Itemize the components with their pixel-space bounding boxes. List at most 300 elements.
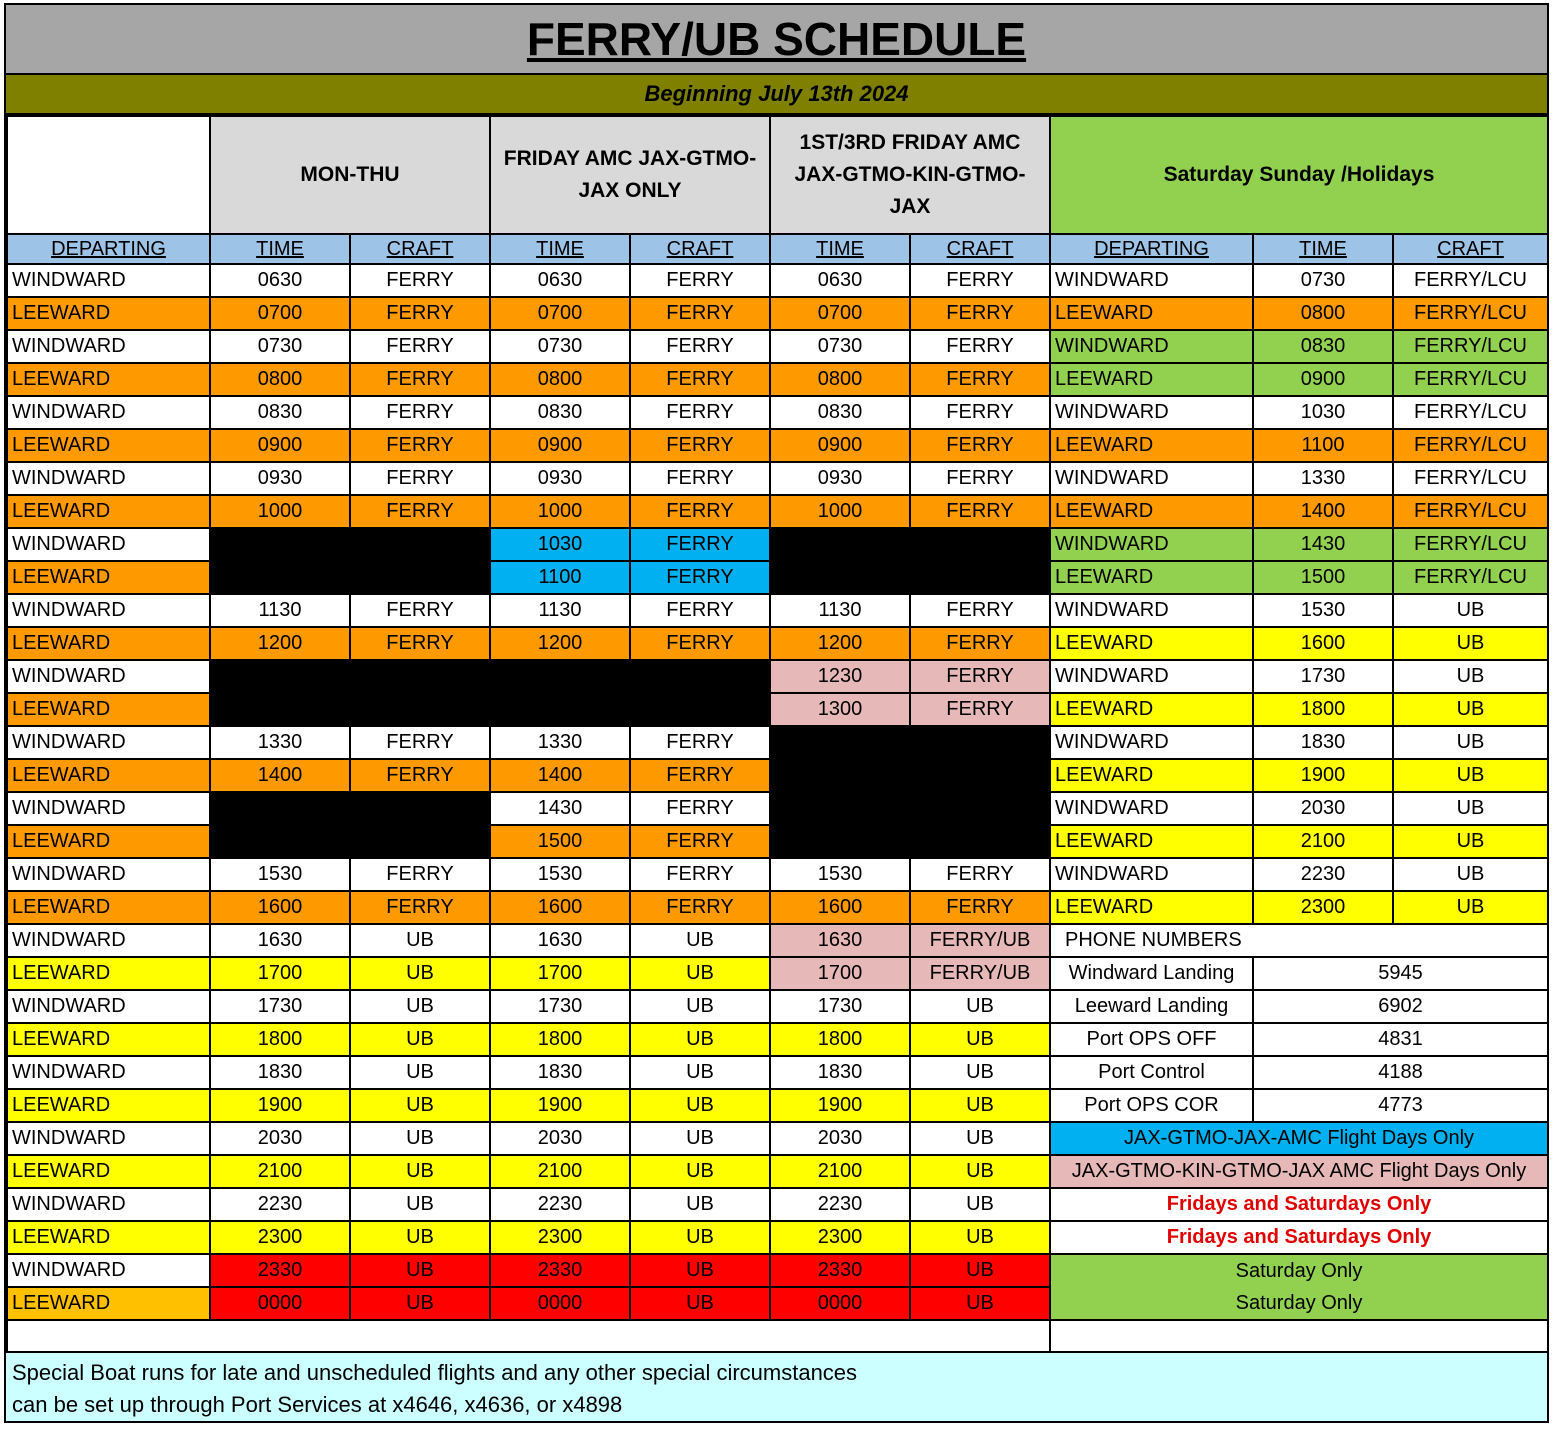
friday-craft: FERRY <box>630 264 770 297</box>
friday-craft: UB <box>630 957 770 990</box>
weekend-time: 1430 <box>1253 528 1393 561</box>
group-friday-amc: FRIDAY AMC JAX-GTMO-JAX ONLY <box>490 116 770 234</box>
first-third-friday-time: 0800 <box>770 363 910 396</box>
first-third-friday-time: 1800 <box>770 1023 910 1056</box>
legend-item: Saturday Only <box>1050 1254 1548 1287</box>
friday-craft: FERRY <box>630 528 770 561</box>
weekend-departing: LEEWARD <box>1050 891 1253 924</box>
first-third-friday-craft: UB <box>910 1023 1050 1056</box>
first-third-friday-craft: FERRY <box>910 297 1050 330</box>
mon-thu-craft: FERRY <box>350 858 490 891</box>
weekend-time: 1830 <box>1253 726 1393 759</box>
phone-number: 4773 <box>1253 1089 1548 1122</box>
mon-thu-craft: FERRY <box>350 363 490 396</box>
mon-thu-craft <box>350 693 490 726</box>
weekend-craft: FERRY/LCU <box>1393 429 1548 462</box>
table-row <box>7 858 1548 891</box>
group-header-row <box>7 116 1548 234</box>
mon-thu-time: 0800 <box>210 363 350 396</box>
mon-thu-time <box>210 792 350 825</box>
friday-craft: FERRY <box>630 726 770 759</box>
page-title: FERRY/UB SCHEDULE <box>526 13 1027 65</box>
friday-craft: FERRY <box>630 561 770 594</box>
departing-cell: LEEWARD <box>7 1023 210 1056</box>
departing-cell: WINDWARD <box>7 1188 210 1221</box>
friday-time: 1130 <box>490 594 630 627</box>
friday-time: 1000 <box>490 495 630 528</box>
table-row <box>7 957 1548 990</box>
table-row <box>7 1122 1548 1155</box>
weekend-time: 1500 <box>1253 561 1393 594</box>
first-third-friday-craft: FERRY <box>910 462 1050 495</box>
first-third-friday-craft: FERRY <box>910 693 1050 726</box>
departing-cell: LEEWARD <box>7 759 210 792</box>
weekend-craft: FERRY/LCU <box>1393 495 1548 528</box>
friday-time: 1900 <box>490 1089 630 1122</box>
mon-thu-craft: UB <box>350 1056 490 1089</box>
table-row <box>7 759 1548 792</box>
weekend-craft: UB <box>1393 594 1548 627</box>
mon-thu-craft: UB <box>350 1155 490 1188</box>
friday-time: 1830 <box>490 1056 630 1089</box>
mon-thu-time: 1330 <box>210 726 350 759</box>
mon-thu-craft <box>350 792 490 825</box>
mon-thu-time: 0700 <box>210 297 350 330</box>
departing-cell: WINDWARD <box>7 330 210 363</box>
mon-thu-time: 2230 <box>210 1188 350 1221</box>
friday-time: 0830 <box>490 396 630 429</box>
table-row <box>7 1254 1548 1287</box>
mon-thu-time: 2030 <box>210 1122 350 1155</box>
mon-thu-time: 1000 <box>210 495 350 528</box>
departing-cell: WINDWARD <box>7 1122 210 1155</box>
weekend-craft: UB <box>1393 726 1548 759</box>
first-third-friday-time <box>770 792 910 825</box>
friday-craft: UB <box>630 1155 770 1188</box>
friday-craft: FERRY <box>630 792 770 825</box>
friday-craft <box>630 693 770 726</box>
first-third-friday-craft <box>910 528 1050 561</box>
table-row <box>7 1023 1548 1056</box>
table-row <box>7 1089 1548 1122</box>
friday-craft: UB <box>630 1221 770 1254</box>
mon-thu-time <box>210 693 350 726</box>
first-third-friday-time: 0900 <box>770 429 910 462</box>
mon-thu-craft: UB <box>350 990 490 1023</box>
first-third-friday-craft: FERRY <box>910 858 1050 891</box>
mon-thu-craft: FERRY <box>350 594 490 627</box>
first-third-friday-craft <box>910 792 1050 825</box>
weekend-craft: FERRY/LCU <box>1393 396 1548 429</box>
weekend-time: 1600 <box>1253 627 1393 660</box>
col-craft: CRAFT <box>1393 234 1548 264</box>
table-row <box>7 462 1548 495</box>
departing-cell: WINDWARD <box>7 264 210 297</box>
departing-cell: LEEWARD <box>7 1287 210 1320</box>
departing-cell: WINDWARD <box>7 792 210 825</box>
legend-item: JAX-GTMO-JAX-AMC Flight Days Only <box>1050 1122 1548 1155</box>
table-row <box>7 1188 1548 1221</box>
weekend-departing: WINDWARD <box>1050 660 1253 693</box>
departing-cell: WINDWARD <box>7 396 210 429</box>
first-third-friday-time: 0630 <box>770 264 910 297</box>
mon-thu-craft <box>350 660 490 693</box>
friday-time: 1430 <box>490 792 630 825</box>
weekend-departing: WINDWARD <box>1050 330 1253 363</box>
departing-cell: LEEWARD <box>7 297 210 330</box>
first-third-friday-time: 2330 <box>770 1254 910 1287</box>
mon-thu-craft: FERRY <box>350 495 490 528</box>
phone-number: 4831 <box>1253 1023 1548 1056</box>
table-row <box>7 1287 1548 1320</box>
weekend-departing: WINDWARD <box>1050 462 1253 495</box>
weekend-departing: WINDWARD <box>1050 858 1253 891</box>
first-third-friday-time: 0930 <box>770 462 910 495</box>
friday-time: 1600 <box>490 891 630 924</box>
col-time: TIME <box>1253 234 1393 264</box>
col-departing: DEPARTING <box>7 234 210 264</box>
weekend-craft: UB <box>1393 891 1548 924</box>
first-third-friday-time: 1900 <box>770 1089 910 1122</box>
weekend-departing: LEEWARD <box>1050 561 1253 594</box>
mon-thu-craft: UB <box>350 1089 490 1122</box>
friday-time: 1800 <box>490 1023 630 1056</box>
weekend-departing: WINDWARD <box>1050 264 1253 297</box>
table-row <box>7 297 1548 330</box>
friday-time: 0730 <box>490 330 630 363</box>
weekend-departing: WINDWARD <box>1050 594 1253 627</box>
mon-thu-craft: UB <box>350 1023 490 1056</box>
first-third-friday-craft: FERRY <box>910 429 1050 462</box>
departing-cell: LEEWARD <box>7 693 210 726</box>
first-third-friday-time: 2230 <box>770 1188 910 1221</box>
friday-craft: UB <box>630 990 770 1023</box>
departing-cell: WINDWARD <box>7 1254 210 1287</box>
friday-time: 1700 <box>490 957 630 990</box>
first-third-friday-time: 2300 <box>770 1221 910 1254</box>
weekend-craft: UB <box>1393 693 1548 726</box>
first-third-friday-time: 1730 <box>770 990 910 1023</box>
group-weekend: Saturday Sunday /Holidays <box>1050 116 1548 234</box>
title-bar <box>6 5 1547 75</box>
friday-time: 2330 <box>490 1254 630 1287</box>
friday-craft: FERRY <box>630 495 770 528</box>
weekend-departing: LEEWARD <box>1050 429 1253 462</box>
mon-thu-time: 1630 <box>210 924 350 957</box>
departing-cell: LEEWARD <box>7 561 210 594</box>
first-third-friday-time: 1000 <box>770 495 910 528</box>
friday-craft: UB <box>630 1089 770 1122</box>
weekend-time: 2230 <box>1253 858 1393 891</box>
departing-cell: LEEWARD <box>7 429 210 462</box>
weekend-time: 2030 <box>1253 792 1393 825</box>
first-third-friday-craft <box>910 825 1050 858</box>
col-time: TIME <box>210 234 350 264</box>
table-row <box>7 495 1548 528</box>
table-row <box>7 792 1548 825</box>
friday-time <box>490 660 630 693</box>
mon-thu-time: 2330 <box>210 1254 350 1287</box>
departing-cell: WINDWARD <box>7 726 210 759</box>
first-third-friday-time: 0730 <box>770 330 910 363</box>
mon-thu-time: 0930 <box>210 462 350 495</box>
departing-cell: LEEWARD <box>7 363 210 396</box>
friday-time <box>490 693 630 726</box>
first-third-friday-craft: FERRY <box>910 363 1050 396</box>
departing-cell: WINDWARD <box>7 1056 210 1089</box>
first-third-friday-time <box>770 759 910 792</box>
departing-cell: LEEWARD <box>7 1155 210 1188</box>
spacer-row <box>7 1320 1548 1351</box>
table-row <box>7 1155 1548 1188</box>
phone-label: Leeward Landing <box>1050 990 1253 1023</box>
friday-time: 0900 <box>490 429 630 462</box>
mon-thu-time: 1730 <box>210 990 350 1023</box>
friday-craft: FERRY <box>630 627 770 660</box>
mon-thu-time: 1900 <box>210 1089 350 1122</box>
friday-craft: UB <box>630 1023 770 1056</box>
table-row <box>7 891 1548 924</box>
weekend-time: 0900 <box>1253 363 1393 396</box>
mon-thu-craft: FERRY <box>350 264 490 297</box>
first-third-friday-craft <box>910 726 1050 759</box>
mon-thu-time: 0900 <box>210 429 350 462</box>
friday-time: 2030 <box>490 1122 630 1155</box>
mon-thu-craft: FERRY <box>350 462 490 495</box>
departing-cell: LEEWARD <box>7 495 210 528</box>
first-third-friday-craft: UB <box>910 1056 1050 1089</box>
weekend-craft: UB <box>1393 858 1548 891</box>
weekend-departing: LEEWARD <box>1050 363 1253 396</box>
weekend-departing: LEEWARD <box>1050 825 1253 858</box>
weekend-time: 1800 <box>1253 693 1393 726</box>
friday-time: 1030 <box>490 528 630 561</box>
mon-thu-craft: UB <box>350 1188 490 1221</box>
friday-time: 1500 <box>490 825 630 858</box>
phone-label: Port OPS OFF <box>1050 1023 1253 1056</box>
mon-thu-craft <box>350 528 490 561</box>
first-third-friday-time <box>770 726 910 759</box>
legend-item: Fridays and Saturdays Only <box>1050 1188 1548 1221</box>
weekend-departing: LEEWARD <box>1050 495 1253 528</box>
subtitle: Beginning July 13th 2024 <box>6 75 1547 115</box>
weekend-departing: LEEWARD <box>1050 759 1253 792</box>
mon-thu-craft: UB <box>350 957 490 990</box>
mon-thu-time <box>210 825 350 858</box>
group-first-third-friday: 1ST/3RD FRIDAY AMC JAX-GTMO-KIN-GTMO-JAX <box>770 116 1050 234</box>
friday-craft: FERRY <box>630 759 770 792</box>
mon-thu-craft: FERRY <box>350 891 490 924</box>
first-third-friday-craft: FERRY <box>910 396 1050 429</box>
weekend-craft: FERRY/LCU <box>1393 561 1548 594</box>
friday-craft: FERRY <box>630 396 770 429</box>
first-third-friday-craft: UB <box>910 1188 1050 1221</box>
friday-time: 2100 <box>490 1155 630 1188</box>
blank-header <box>7 116 210 234</box>
friday-time: 1630 <box>490 924 630 957</box>
phone-number: 4188 <box>1253 1056 1548 1089</box>
friday-time: 2230 <box>490 1188 630 1221</box>
weekend-departing: WINDWARD <box>1050 396 1253 429</box>
first-third-friday-time: 1230 <box>770 660 910 693</box>
departing-cell: WINDWARD <box>7 660 210 693</box>
mon-thu-time: 1830 <box>210 1056 350 1089</box>
first-third-friday-craft: FERRY <box>910 627 1050 660</box>
first-third-friday-craft: UB <box>910 1089 1050 1122</box>
phone-number: 6902 <box>1253 990 1548 1023</box>
weekend-craft: UB <box>1393 825 1548 858</box>
departing-cell: WINDWARD <box>7 924 210 957</box>
footer-note <box>6 1351 1547 1421</box>
first-third-friday-time: 1130 <box>770 594 910 627</box>
friday-time: 0800 <box>490 363 630 396</box>
friday-time: 0930 <box>490 462 630 495</box>
first-third-friday-time <box>770 561 910 594</box>
mon-thu-craft <box>350 825 490 858</box>
mon-thu-time: 1800 <box>210 1023 350 1056</box>
friday-craft: UB <box>630 1056 770 1089</box>
table-row <box>7 264 1548 297</box>
first-third-friday-time: 1530 <box>770 858 910 891</box>
mon-thu-time: 1700 <box>210 957 350 990</box>
departing-cell: LEEWARD <box>7 1089 210 1122</box>
legend-item: Fridays and Saturdays Only <box>1050 1221 1548 1254</box>
mon-thu-craft: UB <box>350 1122 490 1155</box>
friday-craft: UB <box>630 1287 770 1320</box>
weekend-craft: FERRY/LCU <box>1393 528 1548 561</box>
col-craft: CRAFT <box>910 234 1050 264</box>
mon-thu-craft: FERRY <box>350 396 490 429</box>
first-third-friday-time: 1600 <box>770 891 910 924</box>
table-row <box>7 330 1548 363</box>
mon-thu-craft: UB <box>350 1221 490 1254</box>
footer-line-2: can be set up through Port Services at x4646, x4636, or x4898 <box>12 1392 623 1417</box>
weekend-time: 1530 <box>1253 594 1393 627</box>
phone-label: Windward Landing <box>1050 957 1253 990</box>
table-row <box>7 726 1548 759</box>
group-mon-thu: MON-THU <box>210 116 490 234</box>
first-third-friday-time: 1200 <box>770 627 910 660</box>
friday-craft: UB <box>630 1188 770 1221</box>
first-third-friday-craft <box>910 759 1050 792</box>
weekend-time: 1400 <box>1253 495 1393 528</box>
friday-craft: FERRY <box>630 429 770 462</box>
weekend-time: 0830 <box>1253 330 1393 363</box>
first-third-friday-craft: FERRY <box>910 264 1050 297</box>
departing-cell: LEEWARD <box>7 891 210 924</box>
friday-time: 0000 <box>490 1287 630 1320</box>
first-third-friday-time: 1830 <box>770 1056 910 1089</box>
weekend-craft: UB <box>1393 660 1548 693</box>
mon-thu-craft: FERRY <box>350 429 490 462</box>
mon-thu-craft: FERRY <box>350 330 490 363</box>
first-third-friday-craft: FERRY <box>910 891 1050 924</box>
first-third-friday-time <box>770 528 910 561</box>
mon-thu-time: 1130 <box>210 594 350 627</box>
first-third-friday-craft: FERRY <box>910 660 1050 693</box>
weekend-departing: WINDWARD <box>1050 792 1253 825</box>
phone-label: Port Control <box>1050 1056 1253 1089</box>
first-third-friday-craft: FERRY <box>910 495 1050 528</box>
table-row <box>7 594 1548 627</box>
weekend-craft: FERRY/LCU <box>1393 462 1548 495</box>
table-row <box>7 924 1548 957</box>
column-header-row <box>7 234 1548 264</box>
friday-time: 1400 <box>490 759 630 792</box>
weekend-time: 1030 <box>1253 396 1393 429</box>
weekend-craft: UB <box>1393 759 1548 792</box>
legend-item: Saturday Only <box>1050 1287 1548 1320</box>
schedule-rows <box>7 264 1548 1320</box>
mon-thu-time: 1200 <box>210 627 350 660</box>
phone-number: 5945 <box>1253 957 1548 990</box>
phone-label: Port OPS COR <box>1050 1089 1253 1122</box>
table-row <box>7 363 1548 396</box>
legend-item: JAX-GTMO-KIN-GTMO-JAX AMC Flight Days Only <box>1050 1155 1548 1188</box>
col-time: TIME <box>770 234 910 264</box>
friday-craft: UB <box>630 924 770 957</box>
friday-time: 0700 <box>490 297 630 330</box>
table-row <box>7 627 1548 660</box>
schedule-table <box>6 115 1549 1351</box>
table-row <box>7 429 1548 462</box>
departing-cell: WINDWARD <box>7 594 210 627</box>
first-third-friday-craft <box>910 561 1050 594</box>
first-third-friday-time: 0000 <box>770 1287 910 1320</box>
weekend-craft: FERRY/LCU <box>1393 297 1548 330</box>
first-third-friday-craft: FERRY <box>910 594 1050 627</box>
friday-craft: FERRY <box>630 462 770 495</box>
weekend-time: 1900 <box>1253 759 1393 792</box>
friday-craft <box>630 660 770 693</box>
first-third-friday-craft: FERRY/UB <box>910 957 1050 990</box>
first-third-friday-craft: UB <box>910 1155 1050 1188</box>
first-third-friday-time <box>770 825 910 858</box>
friday-craft: UB <box>630 1254 770 1287</box>
friday-time: 1330 <box>490 726 630 759</box>
weekend-departing: LEEWARD <box>1050 627 1253 660</box>
mon-thu-time: 0630 <box>210 264 350 297</box>
departing-cell: LEEWARD <box>7 825 210 858</box>
weekend-craft: UB <box>1393 627 1548 660</box>
mon-thu-craft: UB <box>350 1254 490 1287</box>
mon-thu-time <box>210 660 350 693</box>
weekend-craft: FERRY/LCU <box>1393 264 1548 297</box>
weekend-time: 2300 <box>1253 891 1393 924</box>
mon-thu-time: 0730 <box>210 330 350 363</box>
mon-thu-time <box>210 561 350 594</box>
friday-time: 1200 <box>490 627 630 660</box>
weekend-time: 1730 <box>1253 660 1393 693</box>
first-third-friday-time: 2100 <box>770 1155 910 1188</box>
departing-cell: WINDWARD <box>7 462 210 495</box>
first-third-friday-time: 1300 <box>770 693 910 726</box>
table-row <box>7 561 1548 594</box>
friday-craft: FERRY <box>630 330 770 363</box>
departing-cell: WINDWARD <box>7 528 210 561</box>
weekend-time: 0800 <box>1253 297 1393 330</box>
friday-craft: FERRY <box>630 363 770 396</box>
mon-thu-time: 2300 <box>210 1221 350 1254</box>
mon-thu-craft: FERRY <box>350 759 490 792</box>
mon-thu-time <box>210 528 350 561</box>
mon-thu-time: 2100 <box>210 1155 350 1188</box>
friday-time: 0630 <box>490 264 630 297</box>
mon-thu-time: 1530 <box>210 858 350 891</box>
table-row <box>7 528 1548 561</box>
table-row <box>7 825 1548 858</box>
first-third-friday-craft: UB <box>910 1254 1050 1287</box>
